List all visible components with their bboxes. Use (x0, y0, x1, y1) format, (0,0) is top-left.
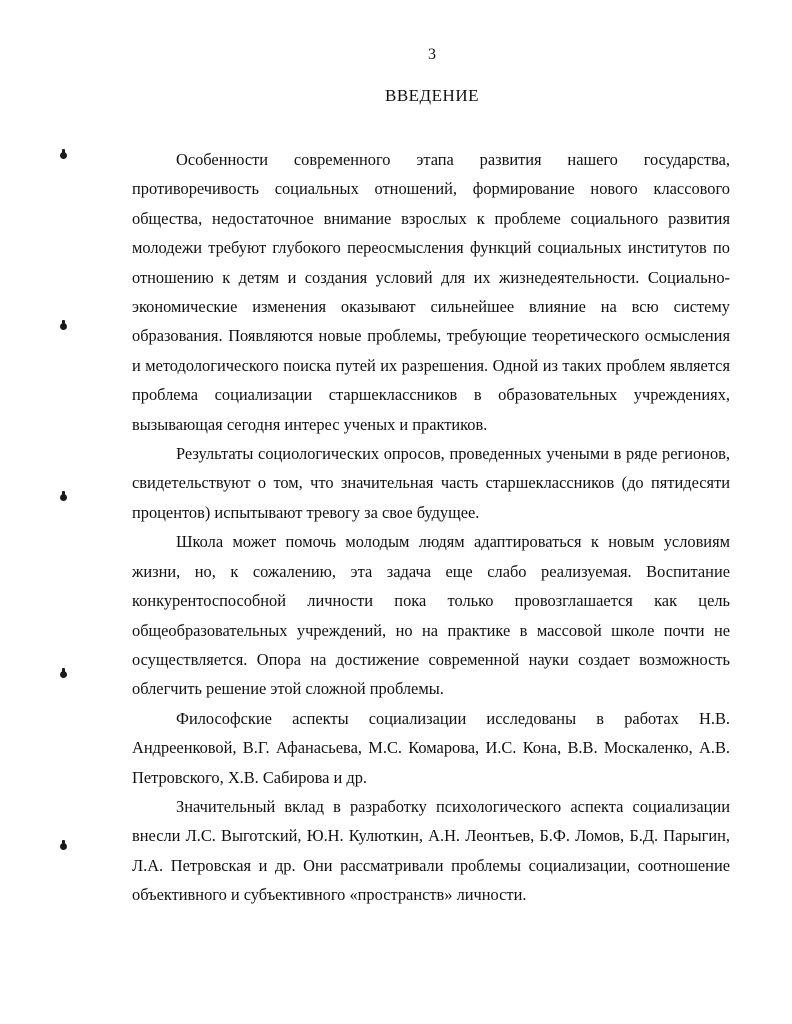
paragraph: Философские аспекты социализации исследованы в работах Н.В. Андреенковой, В.Г. Афанасьева, М.С. Комарова, И.С. Кона, В.В. Москаленко, А.В. Петровского, Х.В. Сабирова и др. (132, 708, 730, 787)
binding-hole-mark (60, 843, 67, 850)
binding-hole-mark (60, 323, 67, 330)
paragraph: Школа может помочь молодым людям адаптироваться к новым условиям жизни, но, к сожалению, эта задача еще слабо реализуемая. Воспитание конкурентоспособной личности пока только провозглашается как цель общеобразовательных учреждений, но на практике в массовой школе почти не осуществляется. Опора на достижение современной науки создает возможность облегчить решение этой сложной проблемы. (132, 532, 730, 699)
binding-hole-mark (60, 671, 67, 678)
binding-hole-mark (60, 152, 67, 159)
page-number: 3 (428, 46, 436, 63)
body-text (132, 145, 730, 910)
binding-hole-mark (60, 494, 67, 501)
paragraph: Результаты социологических опросов, проведенных учеными в ряде регионов, свидетельствуют о том, что значительная часть старшеклассников (до пятидесяти процентов) испытывают тревогу за свое будущее. (132, 444, 730, 522)
paragraph: Особенности современного этапа развития нашего государства, противоречивость социальных отношений, формирование нового классового общества, недостаточное внимание взрослых к проблеме социального развития молодежи требуют глубокого переосмысления функций социальных институтов по отношению к детям и создания условий для их жизнедеятельности. Социально-экономические изменения оказывают сильнейшее влияние на всю систему образования. Появляются новые проблемы, требующие теоретического осмысления и методологического поиска путей их разрешения. Одной из таких проблем является проблема социализации старшеклассников в образовательных учреждениях, вызывающая сегодня интерес ученых и практиков. (132, 150, 730, 434)
page-title: ВВЕДЕНИЕ (385, 86, 479, 105)
paragraph: Значительный вклад в разработку психологического аспекта социализации внесли Л.С. Выготский, Ю.Н. Кулюткин, А.Н. Леонтьев, Б.Ф. Ломов, Б.Д. Парыгин, Л.А. Петровская и др. Они рассматривали проблемы социализации, соотношение объективного и субъективного «пространств» личности. (132, 796, 730, 905)
